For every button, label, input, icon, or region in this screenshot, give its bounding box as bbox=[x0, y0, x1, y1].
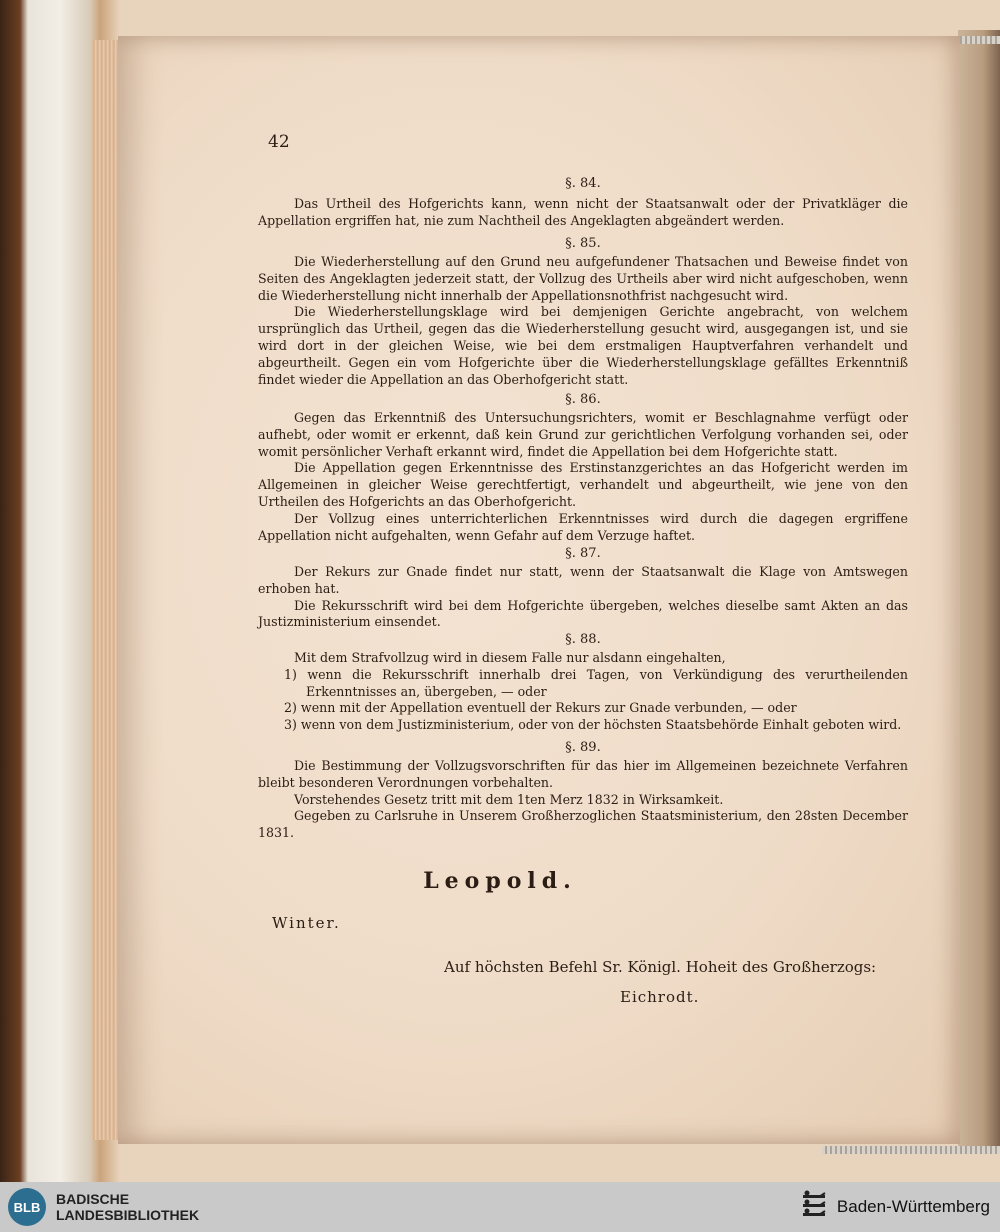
section-86-body bbox=[258, 410, 908, 544]
paragraph: Mit dem Strafvollzug wird in diesem Falle nur alsdann eingehalten, bbox=[294, 650, 726, 665]
page-strip-bottom bbox=[822, 1146, 1000, 1154]
viewer-footer bbox=[0, 1182, 1000, 1232]
section-89-body bbox=[258, 758, 908, 842]
paragraph: Gegeben zu Carlsruhe in Unserem Großherzoglichen Staatsministerium, den 28sten December 1831. bbox=[258, 808, 908, 841]
section-heading: §. 88. bbox=[565, 632, 601, 647]
signature-eichrodt: Eichrodt. bbox=[620, 988, 700, 1006]
blb-name-line2: LANDESBIBLIOTHEK bbox=[56, 1207, 200, 1223]
paragraph: Die Wiederherstellung auf den Grund neu aufgefundener Thatsachen und Beweise findet von Seiten des Angeklagten jederzeit statt, der Vollzug des Urtheils aber wird nicht aufgeschoben, wenn die Wiederherstellung nicht innerhalb der Appellationsnothfrist nachgesucht wird. bbox=[258, 254, 908, 303]
section-87-body bbox=[258, 564, 908, 631]
list-item: 1) wenn die Rekursschrift innerhalb drei Tagen, von Verkündigung des verurtheilenden Erkenntnisses an, übergeben, — oder bbox=[284, 666, 908, 699]
bw-branding[interactable] bbox=[799, 1189, 990, 1225]
section-heading: §. 87. bbox=[565, 546, 601, 561]
blb-branding[interactable] bbox=[8, 1188, 199, 1226]
blb-name-line1: BADISCHE bbox=[56, 1191, 130, 1207]
paragraph: Vorstehendes Gesetz tritt mit dem 1ten Merz 1832 in Wirksamkeit. bbox=[294, 791, 724, 807]
section-heading: §. 84. bbox=[565, 176, 601, 191]
paragraph: Die Rekursschrift wird bei dem Hofgerichte übergeben, welches dieselbe samt Akten an das Justizministerium einsendet. bbox=[258, 597, 908, 630]
authority-line: Auf höchsten Befehl Sr. Königl. Hoheit des Großherzogs: bbox=[444, 958, 877, 976]
paragraph: Gegen das Erkenntniß des Untersuchungsrichters, womit er Beschlagnahme verfügt oder aufhebt, oder womit er erkennt, daß kein Grund zur gerichtlichen Verfolgung vorhanden sei, oder womit persönlicher Verhaft erkannt wird, findet die Appellation bei dem Hofgerichte statt. bbox=[258, 410, 908, 459]
section-heading: §. 89. bbox=[565, 740, 601, 755]
paragraph: Das Urtheil des Hofgerichts kann, wenn nicht der Staatsanwalt oder der Privatkläger die Appellation ergriffen hat, nie zum Nachtheil des Angeklagten abgeändert werden. bbox=[258, 196, 908, 228]
list-item: 3) wenn von dem Justizministerium, oder von der höchsten Staatsbehörde Einhalt geboten wird. bbox=[284, 717, 902, 733]
section-heading: §. 85. bbox=[565, 236, 601, 251]
paragraph: Die Bestimmung der Vollzugsvorschriften für das hier im Allgemeinen bezeichnete Verfahren bleibt besonderen Verordnungen vorbehalten. bbox=[258, 758, 908, 790]
paragraph: Der Vollzug eines unterrichterlichen Erkenntnisses wird durch die dagegen ergriffene Appellation nicht aufgehalten, wenn Gefahr auf dem Verzuge haftet. bbox=[258, 510, 908, 543]
book-cover-edge bbox=[958, 30, 1000, 1150]
signature-winter: Winter. bbox=[272, 914, 341, 932]
section-heading: §. 86. bbox=[565, 392, 601, 407]
lions-coat-of-arms-icon bbox=[799, 1189, 829, 1225]
paragraph: Die Wiederherstellungsklage wird bei demjenigen Gerichte angebracht, von welchem ursprünglich das Urtheil, gegen das die Wiederherstellung gesucht wird, ausgegangen ist, und sie wird dort in der gleichen Weise, wie bei dem erstmaligen Hauptverfahren verhandelt und abgeurtheilt. Gegen ein vom Hofgerichte über die Wiederherstellungsklage gefälltes Erkenntniß findet wieder die Appellation an das Oberhofgericht statt. bbox=[258, 304, 908, 387]
list-item: 2) wenn mit der Appellation eventuell der Rekurs zur Gnade verbunden, — oder bbox=[284, 700, 797, 716]
blb-name bbox=[56, 1191, 199, 1223]
page-number: 42 bbox=[268, 132, 290, 152]
paragraph: Die Appellation gegen Erkenntnisse des Erstinstanzgerichtes an das Hofgericht werden im Allgemeinen in gleicher Weise gerechtfertigt, verhandelt und abgeurtheilt, wie jene von den Urtheilen des Hofgerichts an das Oberhofgericht. bbox=[258, 460, 908, 509]
paragraph: Der Rekurs zur Gnade findet nur statt, wenn der Staatsanwalt die Klage von Amtswegen erhoben hat. bbox=[258, 564, 908, 596]
section-84-body bbox=[258, 196, 908, 230]
section-85-body bbox=[258, 254, 908, 388]
blb-logo-icon: BLB bbox=[8, 1188, 46, 1226]
signature-leopold: Leopold. bbox=[423, 868, 577, 894]
section-88-body bbox=[258, 650, 908, 734]
bw-name: Baden-Württemberg bbox=[836, 1197, 990, 1216]
